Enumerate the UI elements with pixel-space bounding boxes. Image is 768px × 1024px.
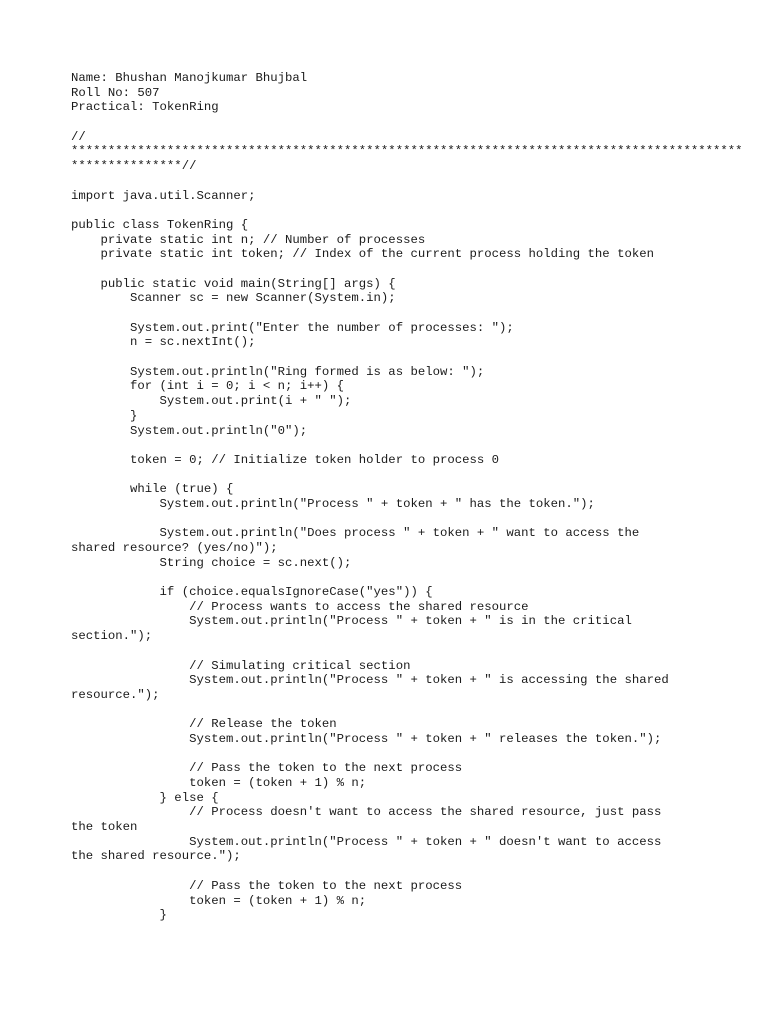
code-line bbox=[71, 174, 711, 189]
code-line bbox=[71, 203, 711, 218]
code-listing bbox=[71, 71, 743, 923]
code-line bbox=[71, 350, 711, 365]
code-line: the shared resource."); bbox=[71, 849, 241, 864]
code-line: token = (token + 1) % n; bbox=[71, 776, 367, 790]
code-line: n = sc.nextInt(); bbox=[71, 335, 256, 350]
code-line: // Process wants to access the shared resource bbox=[71, 599, 529, 614]
code-line: System.out.println("Does process " + token + " want to access the bbox=[71, 526, 640, 541]
code-line: Roll No: 507 bbox=[71, 85, 160, 100]
code-line: System.out.println("Process " + token + " doesn't want to access bbox=[71, 834, 662, 849]
code-line bbox=[71, 468, 711, 483]
code-line: System.out.print(i + " "); bbox=[71, 394, 352, 409]
code-line: Name: Bhushan Manojkumar Bhujbal bbox=[71, 71, 308, 85]
code-line bbox=[71, 747, 711, 762]
code-line: System.out.println("Process " + token + " releases the token."); bbox=[71, 731, 662, 746]
code-line: System.out.println("Process " + token + " has the token."); bbox=[71, 496, 595, 511]
code-line: for (int i = 0; i < n; i++) { bbox=[71, 379, 345, 394]
code-line: public static void main(String[] args) { bbox=[71, 276, 396, 291]
code-line: // Simulating critical section bbox=[71, 658, 411, 673]
code-line bbox=[71, 438, 711, 453]
code-line: String choice = sc.next(); bbox=[71, 555, 352, 570]
code-line bbox=[71, 512, 711, 527]
code-line bbox=[71, 570, 711, 585]
code-line: } bbox=[71, 408, 138, 423]
code-line bbox=[71, 703, 711, 718]
code-line: Scanner sc = new Scanner(System.in); bbox=[71, 291, 396, 306]
code-line: // Process doesn't want to access the shared resource, just pass bbox=[71, 805, 662, 820]
code-line: } else { bbox=[71, 790, 219, 805]
code-line bbox=[71, 115, 711, 130]
code-line: resource."); bbox=[71, 687, 160, 702]
code-line: // Pass the token to the next process bbox=[71, 878, 463, 893]
code-line: // bbox=[71, 129, 86, 144]
code-line bbox=[71, 644, 711, 659]
code-line: Practical: TokenRing bbox=[71, 100, 219, 115]
code-line: ******************************************************************************************* bbox=[71, 144, 743, 159]
code-line: token = (token + 1) % n; bbox=[71, 893, 367, 908]
code-line: // Release the token bbox=[71, 717, 337, 732]
code-line: System.out.print("Enter the number of processes: "); bbox=[71, 320, 514, 335]
code-line: while (true) { bbox=[71, 482, 234, 497]
code-line: System.out.println("Process " + token + " is accessing the shared bbox=[71, 673, 669, 688]
code-line: private static int token; // Index of the current process holding the token bbox=[71, 247, 654, 262]
code-line: shared resource? (yes/no)"); bbox=[71, 541, 278, 555]
code-line bbox=[71, 306, 711, 321]
code-line: the token bbox=[71, 820, 138, 835]
code-line bbox=[71, 864, 711, 879]
code-line: if (choice.equalsIgnoreCase("yes")) { bbox=[71, 585, 433, 600]
code-line: } bbox=[71, 908, 167, 923]
code-line: private static int n; // Number of processes bbox=[71, 232, 426, 247]
code-line: import java.util.Scanner; bbox=[71, 188, 256, 203]
code-line: token = 0; // Initialize token holder to process 0 bbox=[71, 452, 500, 467]
code-line bbox=[71, 262, 711, 277]
code-line: System.out.println("0"); bbox=[71, 423, 308, 438]
code-line: System.out.println("Process " + token + " is in the critical bbox=[71, 614, 632, 629]
code-line: public class TokenRing { bbox=[71, 217, 249, 232]
code-line: System.out.println("Ring formed is as below: "); bbox=[71, 364, 485, 379]
code-line: ***************// bbox=[71, 159, 197, 174]
code-line: // Pass the token to the next process bbox=[71, 761, 463, 776]
code-line: section."); bbox=[71, 629, 153, 644]
